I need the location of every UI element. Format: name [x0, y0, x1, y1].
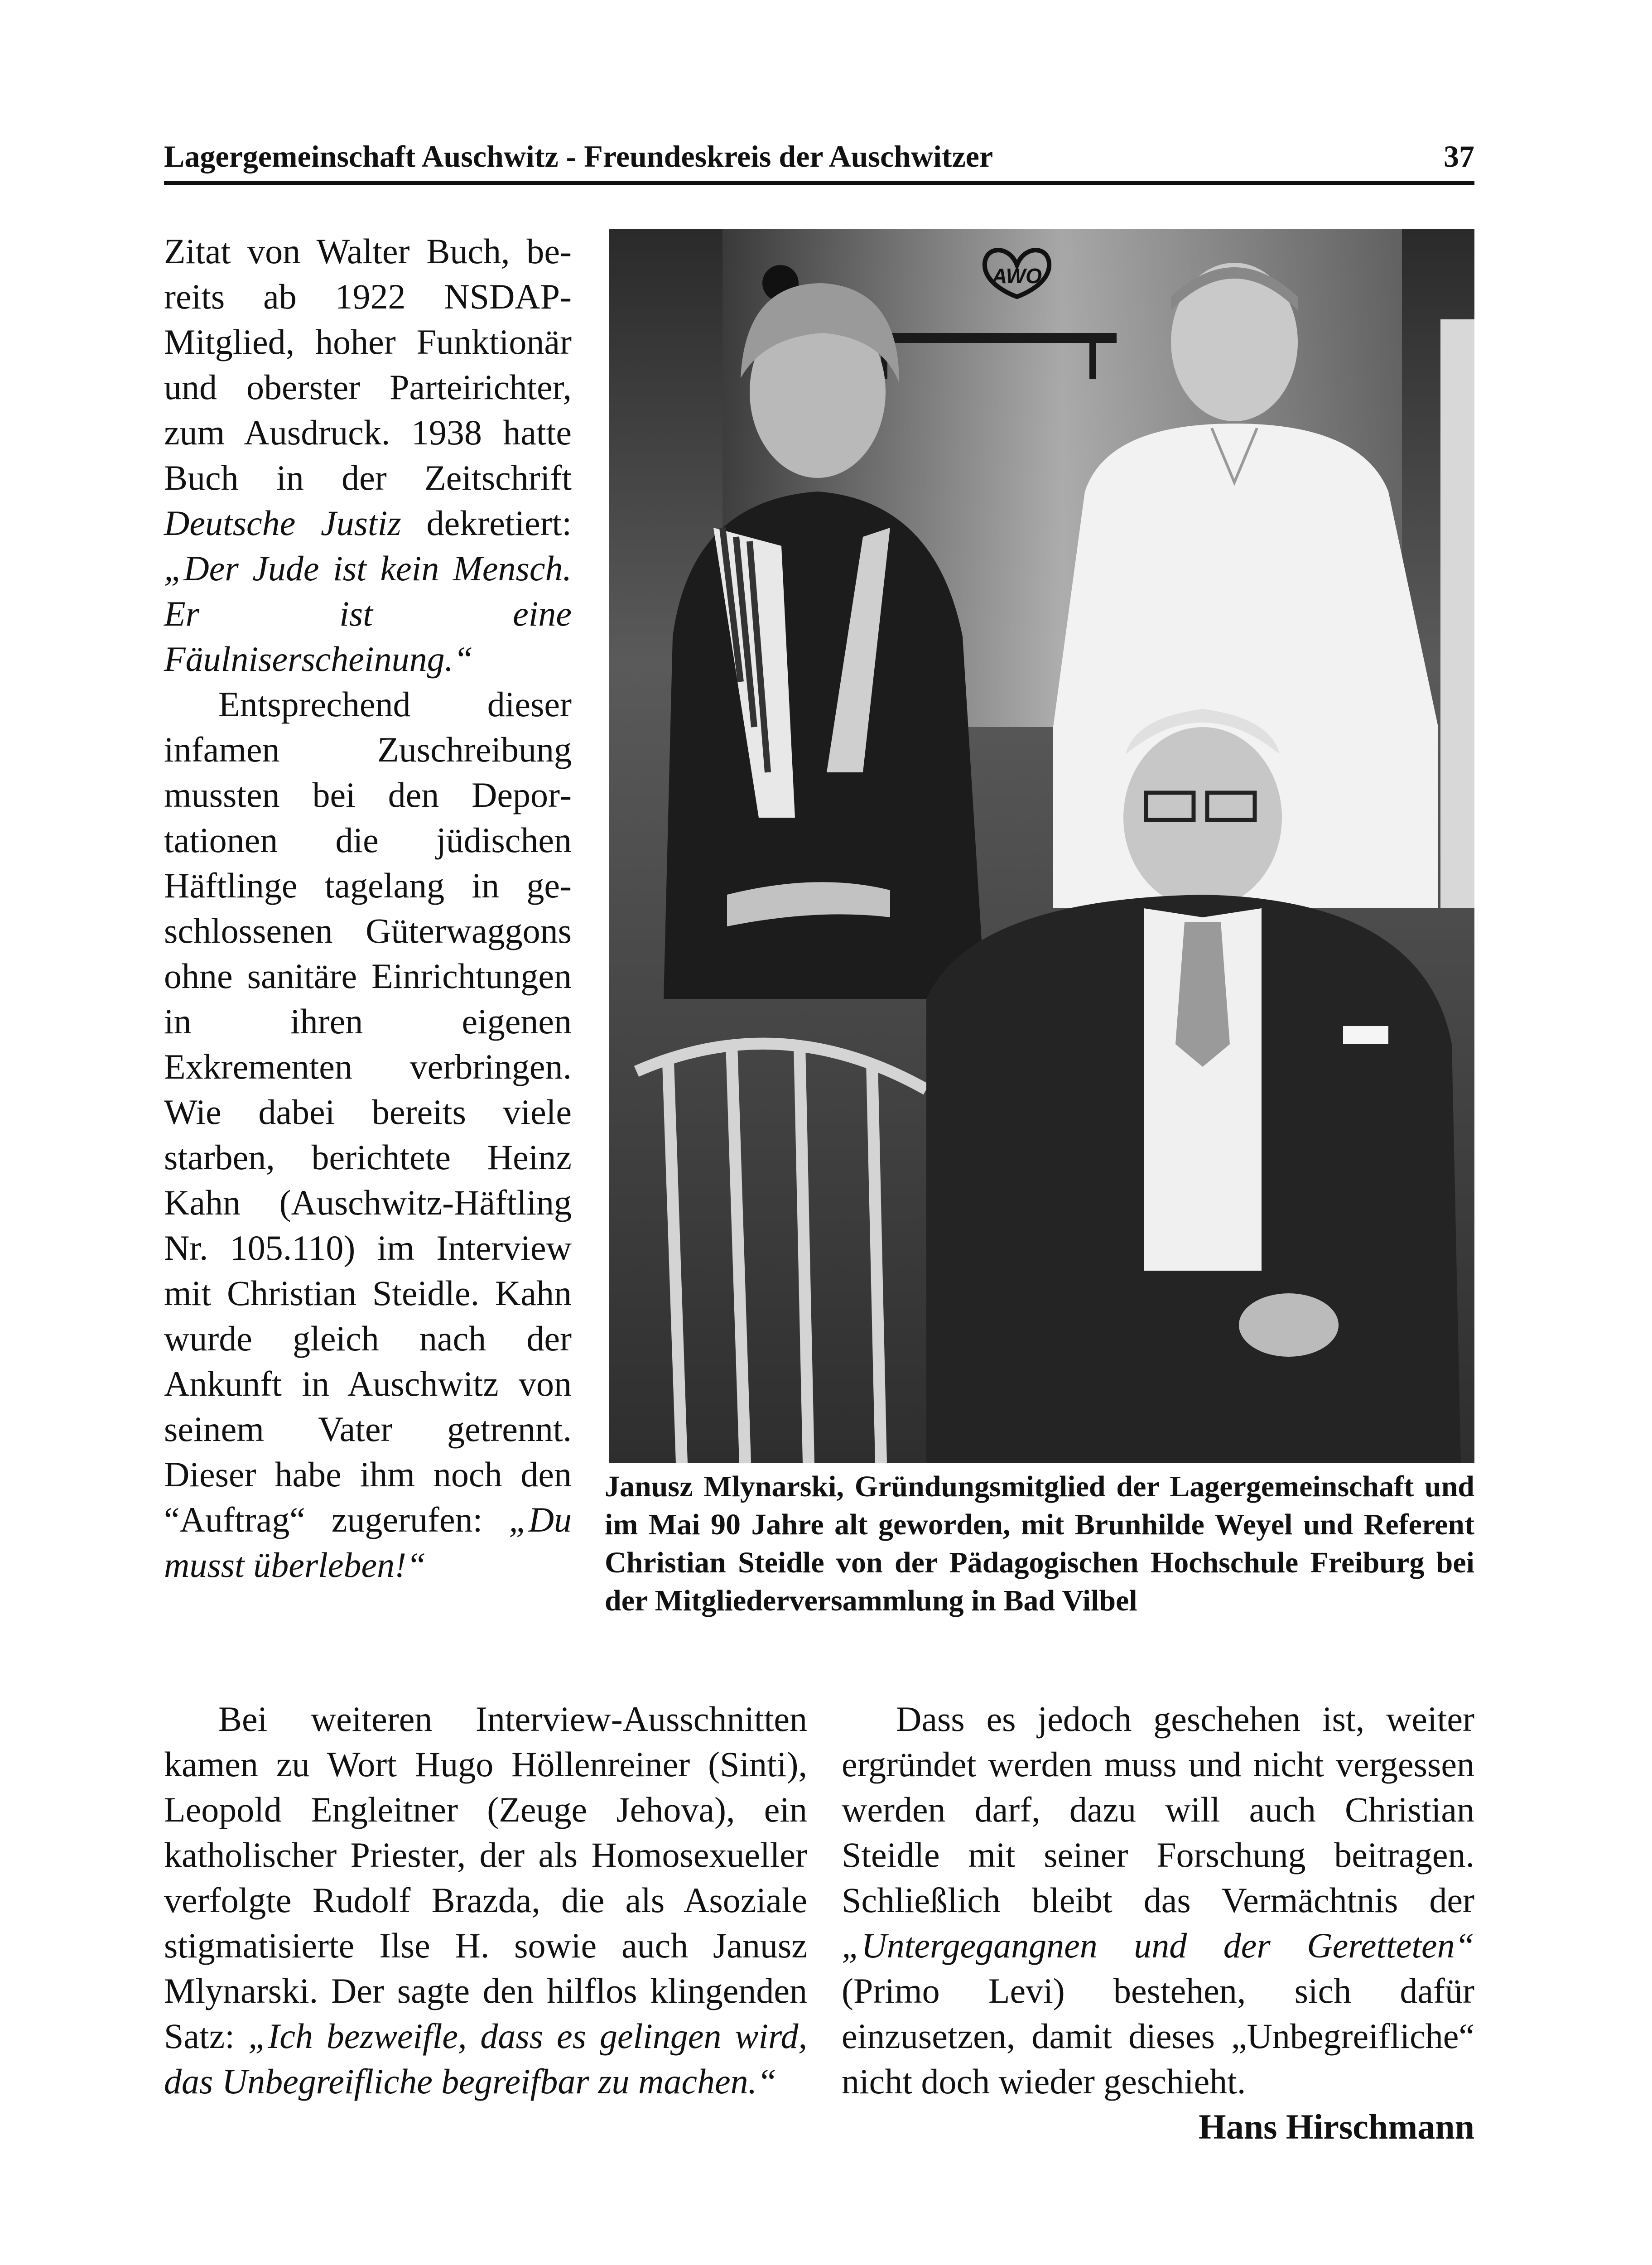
text-run: (Primo Levi) bestehen, sich dafür einzusetzen, damit dieses „Unbegreifliche“ nicht doch wieder geschieht.: [842, 1971, 1474, 2101]
paragraph-conclusion: [842, 1696, 1474, 2104]
quotation: „Untergegangnen und der Geretteten“: [842, 1926, 1474, 1965]
text-run: dekretiert:: [401, 503, 572, 543]
text-run: Bei weiteren Interview-Ausschnitten kamen zu Wort Hugo Höllenreiner (Sinti), Leopold Engleitner (Zeuge Jehova), ein katholischer Priester, der als Homosexueller verfolgte Rudolf Brazda, die als Asoziale stigmatisierte Ilse H. sowie auch Janusz Mlynarski. Der sagte den hilflos klingenden Satz:: [164, 1699, 807, 2056]
paragraph-deportations: [164, 682, 572, 1588]
paragraph-quote-buch: [164, 229, 572, 682]
quotation: „Du musst überleben!“: [164, 1500, 572, 1585]
awo-logo-text: AWO: [992, 264, 1042, 288]
text-run: Dass es jedoch geschehen ist, weiter ergründet werden muss und nicht vergessen werden darf, dazu will auch Christian Steidle mit seiner Forschung beitragen. Schließlich bleibt das Vermächtnis der: [842, 1699, 1474, 1920]
header-title: Lagergemeinschaft Auschwitz - Freundeskreis der Auschwitzer: [164, 139, 993, 173]
left-column-text: [164, 229, 572, 1588]
bottom-right-column: [842, 1696, 1474, 2149]
quotation: „Der Jude ist kein Mensch. Er ist eine Fäulniserscheinung.“: [164, 549, 572, 679]
author-name: Hans Hirschmann: [1199, 2107, 1474, 2146]
header-rule: [164, 181, 1474, 185]
bottom-left-column: [164, 1696, 807, 2104]
running-header: [164, 134, 1474, 183]
group-photo: [609, 229, 1474, 1463]
photo-illustration: [609, 229, 1474, 1463]
page-number: 37: [1444, 139, 1474, 173]
quotation: „Ich bezweifle, dass es gelingen wird, das Unbegreifliche begreifbar zu machen.“: [164, 2016, 807, 2101]
paragraph-interviews: [164, 1696, 807, 2104]
text-run: Entsprechend dieser infamen Zuschreibung mussten bei den Deportationen die jüdischen Häftlinge tagelang in geschlossenen Güterwaggons ohne sanitäre Einrichtungen in ihren eigenen Exkrementen verbringen. Wie dabei bereits viele starben, berichtete Heinz Kahn (Auschwitz-Häftling Nr. 105.110) im Interview mit Christian Steidle. Kahn wurde gleich nach der Ankunft in Auschwitz von seinem Vater getrennt. Dieser habe ihm noch den “Auftrag“ zugerufen:: [164, 684, 572, 1539]
photo-caption: Janusz Mlynarski, Gründungsmitglied der Lagergemeinschaft und im Mai 90 Jahre alt geworden, mit Brunhilde Weyel und Referent Christian Steidle von der Pädagogischen Hochschule Freiburg bei der Mitgliederversammlung in Bad Vilbel: [605, 1470, 1474, 1617]
text-run: Zitat von Walter Buch, bereits ab 1922 NSDAP-Mitglied, hoher Funktionär und oberster Parteirichter, zum Ausdruck. 1938 hatte Buch in der Zeitschrift: [164, 231, 572, 497]
journal-title: Deutsche Justiz: [164, 503, 401, 543]
